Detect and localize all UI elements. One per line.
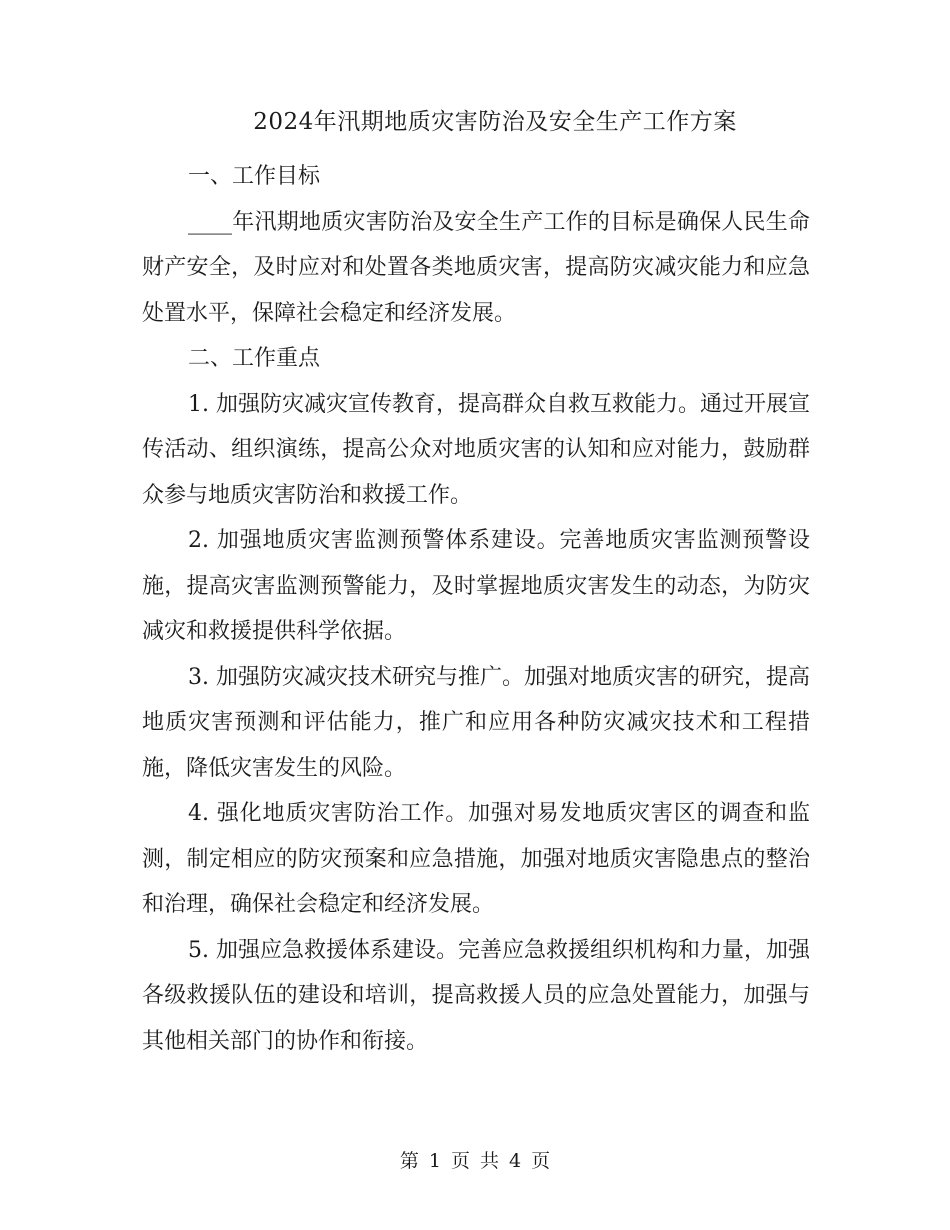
priority-item-1: 1. 加强防灾减灾宣传教育，提高群众自救互救能力。通过开展宣传活动、组织演练，提高公众对地质灾害的认知和应对能力，鼓励群众参与地质灾害防治和救援工作。 <box>142 391 810 508</box>
priority-item-2: 2. 加强地质灾害监测预警体系建设。完善地质灾害监测预警设施，提高灾害监测预警能力，及时掌握地质灾害发生的动态，为防灾减灾和救援提供科学依据。 <box>142 528 810 644</box>
page-number-footer: 第 1 页 共 4 页 <box>399 1150 551 1172</box>
priority-item-4: 4. 强化地质灾害防治工作。加强对易发地质灾害区的调查和监测，制定相应的防灾预案和应急措施，加强对地质灾害隐患点的整治和治理，确保社会稳定和经济发展。 <box>142 801 810 917</box>
section-heading-priorities: 二、工作重点 <box>188 346 321 371</box>
document-body <box>142 154 810 1064</box>
priority-item-5: 5. 加强应急救援体系建设。完善应急救援组织机构和力量，加强各级救援队伍的建设和培训，提高救援人员的应急处置能力，加强与其他相关部门的协作和衔接。 <box>142 937 810 1054</box>
section-heading-goals: 一、工作目标 <box>188 164 321 189</box>
goals-paragraph: ____年汛期地质灾害防治及安全生产工作的目标是确保人民生命财产安全，及时应对和处置各类地质灾害，提高防灾减灾能力和应急处置水平，保障社会稳定和经济发展。 <box>142 209 810 326</box>
priority-item-3: 3. 加强防灾减灾技术研究与推广。加强对地质灾害的研究，提高地质灾害预测和评估能力，推广和应用各种防灾减灾技术和工程措施，降低灾害发生的风险。 <box>142 664 810 781</box>
document-title: 2024年汛期地质灾害防治及安全生产工作方案 <box>253 109 737 135</box>
